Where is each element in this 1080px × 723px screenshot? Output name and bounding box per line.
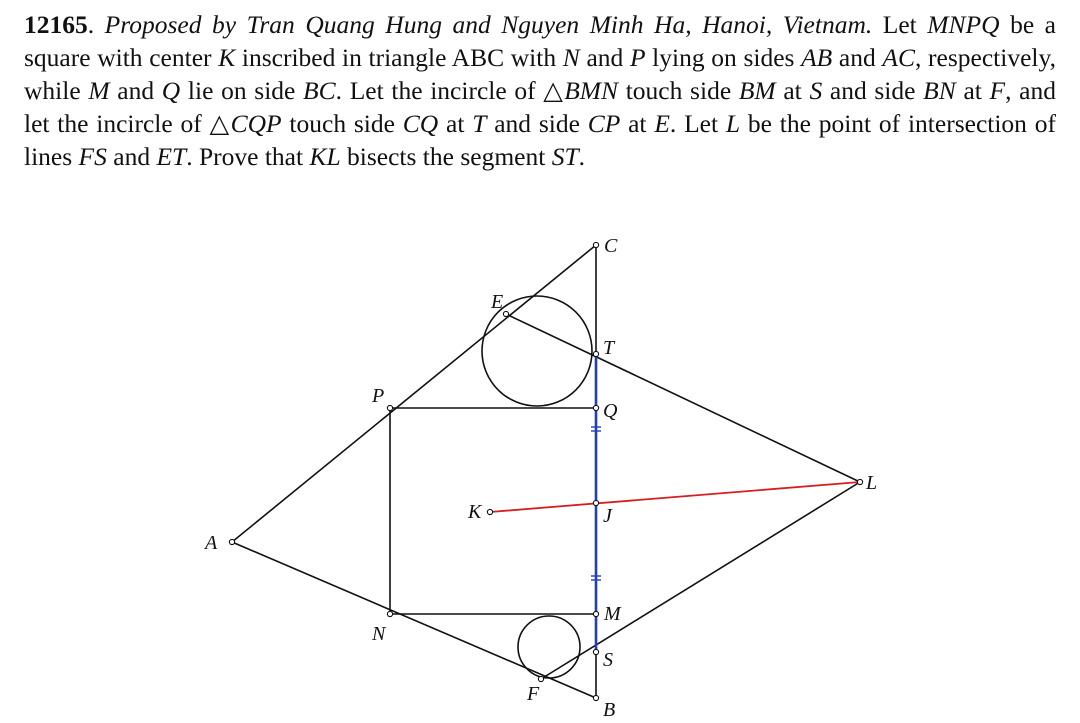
label-j: J: [603, 505, 612, 527]
text-fragment: .: [578, 142, 586, 171]
triangle-abc: [232, 245, 596, 698]
text-fragment: at: [775, 76, 810, 105]
math-var: Q: [161, 76, 181, 105]
math-var: MNPQ: [927, 10, 1000, 39]
text-fragment: , respectively, while: [24, 43, 1056, 105]
text-fragment: touch side: [618, 76, 739, 105]
point-j: [593, 500, 598, 505]
label-n: N: [372, 623, 386, 645]
label-a: A: [205, 532, 218, 554]
math-var: CQP: [230, 109, 282, 138]
line-fsl: [541, 482, 860, 679]
point-b: [593, 695, 598, 700]
segment-kl: [490, 482, 860, 512]
label-t: T: [603, 337, 615, 359]
math-var: AC: [882, 43, 916, 72]
label-k: K: [468, 501, 482, 523]
point-c: [593, 242, 598, 247]
math-var: K: [218, 43, 236, 72]
label-s: S: [603, 649, 613, 671]
point-t: [593, 351, 598, 356]
label-p: P: [372, 385, 385, 407]
text-fragment: . Let the incircle of △: [335, 76, 565, 105]
point-f: [538, 676, 543, 681]
point-a: [229, 539, 234, 544]
text-fragment: at: [955, 76, 990, 105]
text-fragment: Let: [872, 10, 928, 39]
text-fragment: and: [832, 43, 883, 72]
label-e: E: [491, 291, 504, 313]
math-var: P: [629, 43, 646, 72]
math-var: CQ: [402, 109, 439, 138]
point-q: [593, 405, 598, 410]
math-var: KL: [309, 142, 341, 171]
text-fragment: . Let: [669, 109, 726, 138]
math-var: BN: [923, 76, 956, 105]
point-m: [593, 611, 598, 616]
text-fragment: touch side: [281, 109, 403, 138]
label-c: C: [604, 235, 618, 257]
text-fragment: and side: [486, 109, 588, 138]
text-fragment: at: [438, 109, 473, 138]
text-fragment: and: [106, 142, 157, 171]
proposers: Proposed by Tran Quang Hung and Nguyen Minh Ha, Hanoi, Vietnam.: [104, 10, 873, 39]
math-var: ST: [551, 142, 579, 171]
text-fragment: bisects the segment: [340, 142, 552, 171]
text-fragment: at: [620, 109, 655, 138]
math-var: N: [562, 43, 580, 72]
math-var: AB: [801, 43, 833, 72]
label-q: Q: [603, 400, 618, 422]
text-fragment: .: [87, 10, 105, 39]
text-fragment: inscribed in triangle ABC with: [235, 43, 563, 72]
point-p: [387, 405, 392, 410]
text-fragment: . Prove that: [186, 142, 310, 171]
label-f: F: [527, 683, 540, 705]
text-fragment: and: [109, 76, 162, 105]
math-var: F: [989, 76, 1006, 105]
text-fragment: , and let the incircle of △: [24, 76, 1056, 138]
math-var: E: [654, 109, 670, 138]
text-fragment: lying on sides: [645, 43, 802, 72]
problem-number: 12165: [24, 10, 88, 39]
label-m: M: [604, 603, 621, 625]
line-etl: [506, 314, 860, 482]
math-var: CP: [587, 109, 621, 138]
label-l: L: [866, 472, 878, 494]
point-n: [387, 611, 392, 616]
point-k: [487, 509, 492, 514]
math-var: BC: [303, 76, 336, 105]
math-var: FS: [78, 142, 107, 171]
math-var: ET: [156, 142, 187, 171]
point-l: [857, 479, 862, 484]
point-e: [503, 311, 508, 316]
math-var: M: [88, 76, 110, 105]
math-var: BM: [738, 76, 776, 105]
point-s: [593, 649, 598, 654]
label-b: B: [603, 699, 616, 721]
text-fragment: and: [579, 43, 630, 72]
math-var: L: [725, 109, 741, 138]
text-fragment: and side: [822, 76, 924, 105]
text-fragment: be a square with center: [24, 10, 1056, 72]
text-fragment: be the point of intersection of lines: [24, 109, 1056, 171]
math-var: S: [809, 76, 823, 105]
incircle-bmn: [518, 616, 580, 678]
math-var: BMN: [564, 76, 619, 105]
math-var: T: [472, 109, 487, 138]
text-fragment: lie on side: [180, 76, 304, 105]
